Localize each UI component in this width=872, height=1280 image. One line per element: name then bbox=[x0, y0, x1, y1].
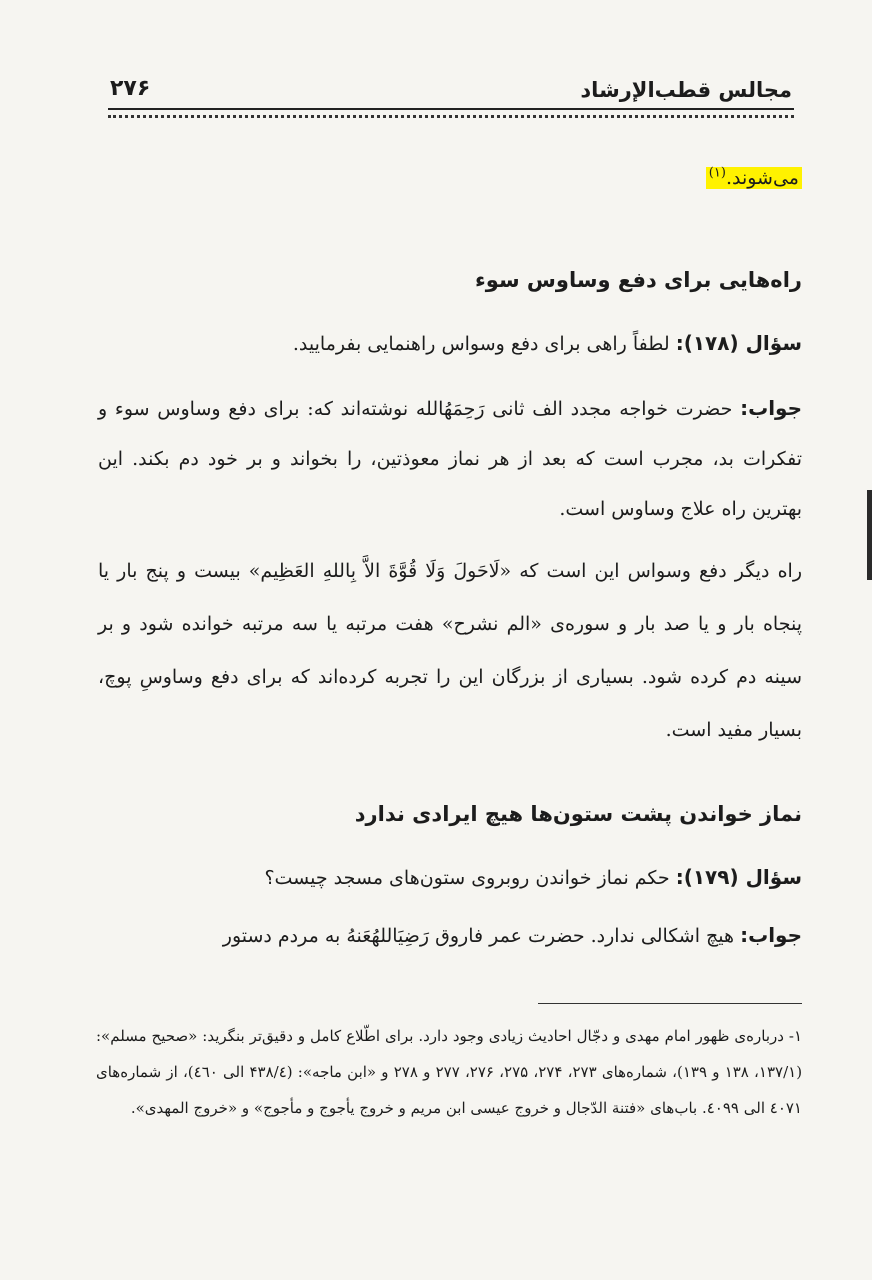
answer-text: حضرت خواجه مجدد الف ثانی رَحِمَهُالله نوشته‌اند که: برای دفع وساوس سوء و تفکرات بد، مجرب است که بعد از هر نماز معوذتین، را بخواند و بر خود دم بکند. این بهترین راه علاج وساوس است. bbox=[98, 398, 802, 520]
page-header bbox=[110, 70, 792, 110]
question-178 bbox=[98, 318, 802, 369]
answer-label: جواب: bbox=[740, 396, 802, 420]
question-text: لطفاً راهی برای دفع وسواس راهنمایی بفرمایید. bbox=[292, 333, 670, 355]
answer-label: جواب: bbox=[740, 923, 802, 947]
footnote-marker: (۱) bbox=[708, 165, 726, 181]
section-heading-pillars: نماز خواندن پشت ستون‌ها هیچ ایرادی ندارد bbox=[354, 802, 802, 826]
header-rule bbox=[108, 108, 794, 110]
answer-179 bbox=[98, 910, 802, 961]
intro-line bbox=[98, 148, 802, 208]
footnote: ۱- درباره‌ی ظهور امام مهدی و دجّال احادیث زیادی وجود دارد. برای اطّلاع کامل و دقیق‌تر بنگرید: «صحیح مسلم»: (۱۳۷/۱، ۱۳۸ و ۱۳۹)، شماره‌های ۲۷۳، ۲۷۴، ۲۷۵، ۲۷۶، ۲۷۷ و ۲۷۸ و «ابن ماجه»: (۴۳۸/٤ الی ٤٦٠)، از شماره‌های ٤٠٧١ الی ٤٠٩٩. باب‌های «فتنة الدّجال و خروج عیسی ابن مریم و خروج یأجوج و مأجوج» و «خروج المهدی». bbox=[96, 1027, 803, 1117]
footnote-rule bbox=[538, 1003, 802, 1004]
question-text: حکم نماز خواندن روبروی ستون‌های مسجد چیست؟ bbox=[264, 867, 670, 889]
question-179 bbox=[98, 852, 802, 903]
answer-text: هیچ اشکالی ندارد. حضرت عمر فاروق رَضِیَاللهُعَنهُ به مردم دستور bbox=[222, 925, 735, 947]
section-heading-waswas: راه‌هایی برای دفع وساوس سوء bbox=[475, 268, 802, 292]
question-label: سؤال (۱۷۸): bbox=[675, 331, 802, 355]
paragraph-second-method: راه دیگر دفع وسواس این است که «لَاحَولَ وَلَا قُوَّةَ الاَّ بِاللهِ العَظِيم» بیست و پنج بار یا پنجاه بار و یا صد بار و سوره‌ی «الم نشرح» هفت مرتبه یا سه مرتبه خوانده شود و بر سینه دم کرده شود. بسیاری از بزرگان این را تجربه کرده‌اند که برای دفع وساوسِ پوچ، بسیار مفید است. bbox=[98, 560, 802, 741]
highlighted-text: می‌شوند.$^{(۱)}$ bbox=[706, 167, 802, 189]
question-label: سؤال (۱۷۹): bbox=[675, 865, 802, 889]
running-title: مجالس قطب‌الإرشاد bbox=[580, 78, 792, 102]
header-dotted-rule bbox=[108, 115, 794, 118]
page-number: ۲۷۶ bbox=[110, 76, 151, 101]
answer-178 bbox=[98, 383, 802, 534]
binding-edge bbox=[867, 490, 872, 580]
